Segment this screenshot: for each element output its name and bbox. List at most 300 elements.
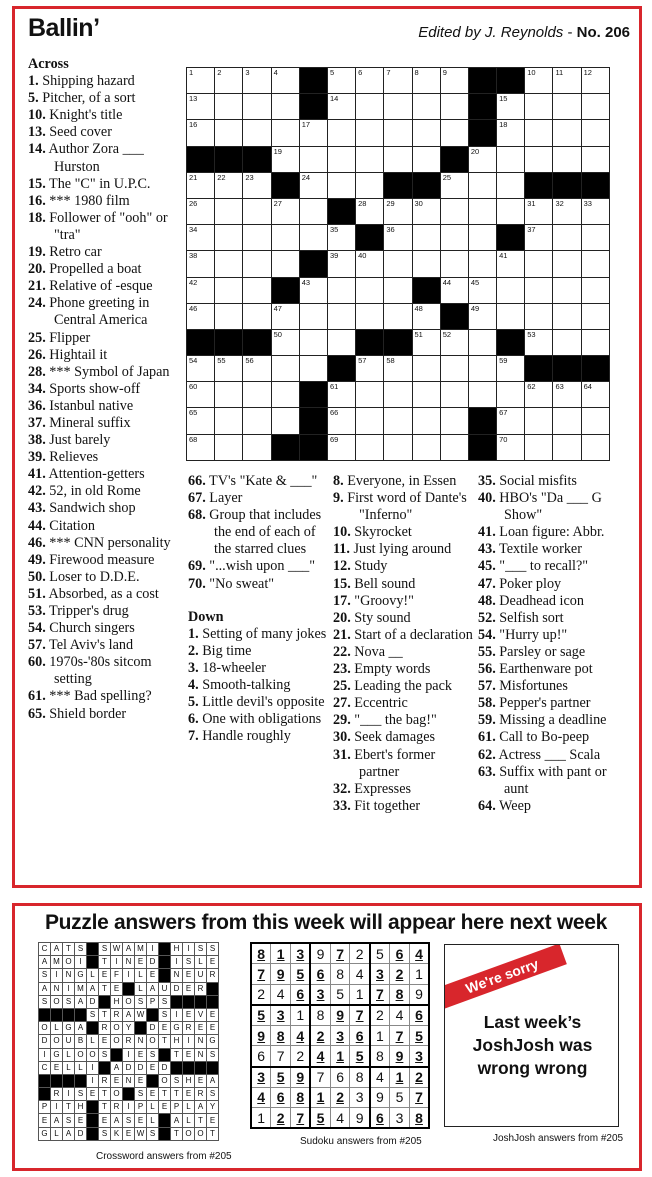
cell-number: 1 bbox=[189, 68, 194, 77]
clue-number: 42. bbox=[28, 483, 46, 500]
sudoku-cell: 6 bbox=[291, 984, 311, 1005]
answer-cell: H bbox=[75, 1101, 87, 1114]
grid-cell[interactable] bbox=[327, 120, 355, 146]
grid-cell[interactable] bbox=[440, 68, 468, 94]
grid-cell[interactable] bbox=[215, 94, 243, 120]
answer-cell: E bbox=[123, 1127, 135, 1140]
grid-cell[interactable] bbox=[384, 251, 412, 277]
grid-cell[interactable] bbox=[384, 434, 412, 460]
grid-cell[interactable] bbox=[553, 303, 581, 329]
clue-item bbox=[478, 524, 628, 541]
clue-item bbox=[28, 141, 178, 175]
grid-cell[interactable] bbox=[440, 251, 468, 277]
clue-item bbox=[478, 712, 628, 729]
clue-text: Layer bbox=[209, 490, 243, 507]
grid-cell[interactable] bbox=[384, 382, 412, 408]
cell-number: 39 bbox=[329, 251, 339, 261]
grid-cell[interactable] bbox=[215, 172, 243, 198]
grid-cell[interactable] bbox=[553, 146, 581, 172]
sudoku-cell: 5 bbox=[370, 943, 390, 964]
cell-number: 16 bbox=[189, 120, 198, 130]
grid-cell[interactable] bbox=[243, 120, 271, 146]
clue-text: Sty sound bbox=[354, 609, 411, 626]
grid-cell[interactable] bbox=[440, 434, 468, 460]
grid-cell[interactable] bbox=[440, 198, 468, 224]
answer-black-square bbox=[171, 1061, 183, 1074]
grid-cell[interactable] bbox=[412, 68, 440, 94]
grid-cell[interactable] bbox=[271, 408, 299, 434]
grid-cell[interactable] bbox=[553, 198, 581, 224]
grid-cell[interactable] bbox=[327, 94, 355, 120]
answer-black-square bbox=[123, 982, 135, 995]
grid-cell[interactable] bbox=[440, 356, 468, 382]
grid-cell[interactable] bbox=[497, 198, 525, 224]
sudoku-cell: 8 bbox=[390, 984, 410, 1005]
grid-cell[interactable] bbox=[468, 251, 496, 277]
grid-cell[interactable] bbox=[497, 434, 525, 460]
grid-cell[interactable] bbox=[215, 120, 243, 146]
grid-cell[interactable] bbox=[356, 146, 384, 172]
grid-cell[interactable] bbox=[468, 382, 496, 408]
clue-number: 26. bbox=[28, 346, 46, 363]
grid-cell[interactable] bbox=[215, 408, 243, 434]
answer-cell: E bbox=[99, 1035, 111, 1048]
grid-cell[interactable] bbox=[384, 146, 412, 172]
answer-cell: E bbox=[51, 1061, 63, 1074]
grid-cell[interactable] bbox=[187, 68, 215, 94]
answer-black-square bbox=[75, 1008, 87, 1021]
grid-cell[interactable] bbox=[525, 251, 553, 277]
grid-cell[interactable] bbox=[187, 251, 215, 277]
grid-cell[interactable] bbox=[243, 225, 271, 251]
answer-cell: H bbox=[171, 943, 183, 956]
answer-cell: E bbox=[135, 1048, 147, 1061]
grid-cell[interactable] bbox=[581, 146, 609, 172]
grid-cell[interactable] bbox=[468, 277, 496, 303]
grid-cell[interactable] bbox=[525, 146, 553, 172]
answer-cell: L bbox=[147, 1114, 159, 1127]
sudoku-cell: 5 bbox=[291, 964, 311, 985]
grid-cell[interactable] bbox=[299, 198, 327, 224]
grid-cell[interactable] bbox=[553, 277, 581, 303]
clue-number: 17. bbox=[333, 592, 351, 609]
answer-cell: E bbox=[195, 1074, 207, 1087]
grid-cell[interactable] bbox=[525, 198, 553, 224]
clue-item bbox=[28, 176, 178, 193]
answer-cell: S bbox=[63, 995, 75, 1008]
grid-cell[interactable] bbox=[243, 356, 271, 382]
answer-cell: L bbox=[135, 982, 147, 995]
joshjosh-answers-box bbox=[444, 944, 619, 1127]
grid-cell[interactable] bbox=[299, 277, 327, 303]
grid-cell[interactable] bbox=[497, 356, 525, 382]
sudoku-cell: 6 bbox=[251, 1046, 271, 1067]
clue-text: Empty words bbox=[354, 661, 431, 678]
answer-black-square bbox=[159, 956, 171, 969]
grid-cell[interactable] bbox=[384, 120, 412, 146]
grid-cell[interactable] bbox=[581, 94, 609, 120]
grid-cell[interactable] bbox=[299, 146, 327, 172]
answer-cell: F bbox=[111, 969, 123, 982]
grid-cell[interactable] bbox=[356, 382, 384, 408]
grid-cell[interactable] bbox=[553, 434, 581, 460]
grid-cell[interactable] bbox=[412, 94, 440, 120]
grid-cell[interactable] bbox=[440, 408, 468, 434]
grid-cell[interactable] bbox=[440, 225, 468, 251]
answer-cell: O bbox=[159, 1074, 171, 1087]
grid-cell[interactable] bbox=[215, 198, 243, 224]
grid-cell[interactable] bbox=[243, 198, 271, 224]
grid-cell[interactable] bbox=[412, 251, 440, 277]
grid-cell[interactable] bbox=[187, 356, 215, 382]
grid-cell[interactable] bbox=[412, 356, 440, 382]
clue-number: 41. bbox=[478, 524, 496, 541]
answer-cell: T bbox=[159, 1035, 171, 1048]
clue-item bbox=[333, 747, 475, 781]
grid-cell[interactable] bbox=[187, 303, 215, 329]
grid-cell[interactable] bbox=[271, 382, 299, 408]
grid-cell[interactable] bbox=[187, 225, 215, 251]
sudoku-cell: 5 bbox=[251, 1005, 271, 1026]
grid-cell[interactable] bbox=[356, 198, 384, 224]
grid-cell[interactable] bbox=[299, 329, 327, 355]
clue-text: Absorbed, as a cost bbox=[48, 585, 159, 602]
grid-cell[interactable] bbox=[243, 382, 271, 408]
answer-cell: U bbox=[195, 969, 207, 982]
grid-cell[interactable] bbox=[327, 408, 355, 434]
clue-number: 5. bbox=[188, 694, 199, 711]
grid-cell[interactable] bbox=[356, 277, 384, 303]
grid-cell[interactable] bbox=[553, 329, 581, 355]
grid-cell[interactable] bbox=[525, 303, 553, 329]
grid-cell[interactable] bbox=[581, 251, 609, 277]
grid-cell[interactable] bbox=[271, 303, 299, 329]
grid-cell[interactable] bbox=[384, 356, 412, 382]
answer-black-square bbox=[75, 1074, 87, 1087]
grid-cell[interactable] bbox=[299, 225, 327, 251]
cell-number: 19 bbox=[273, 146, 282, 156]
clue-item bbox=[333, 695, 475, 712]
answer-black-square bbox=[195, 1061, 207, 1074]
grid-cell[interactable] bbox=[468, 172, 496, 198]
grid-cell[interactable] bbox=[468, 329, 496, 355]
clue-text: 1970s-'80s sitcom setting bbox=[49, 654, 152, 688]
grid-cell[interactable] bbox=[356, 68, 384, 94]
grid-cell[interactable] bbox=[243, 408, 271, 434]
clue-item bbox=[28, 688, 178, 705]
cell-number: 62 bbox=[527, 382, 536, 392]
answer-cell: O bbox=[147, 1035, 159, 1048]
grid-cell[interactable] bbox=[497, 251, 525, 277]
cell-number: 14 bbox=[329, 94, 339, 104]
grid-cell[interactable] bbox=[215, 382, 243, 408]
sudoku-cell: 5 bbox=[330, 984, 350, 1005]
grid-cell[interactable] bbox=[440, 382, 468, 408]
cell-number: 46 bbox=[189, 303, 198, 313]
grid-cell[interactable] bbox=[497, 277, 525, 303]
grid-cell[interactable] bbox=[271, 146, 299, 172]
grid-cell[interactable] bbox=[412, 329, 440, 355]
byline-separator: - bbox=[563, 24, 577, 41]
cell-number: 30 bbox=[414, 198, 423, 208]
grid-cell[interactable] bbox=[384, 303, 412, 329]
grid-cell[interactable] bbox=[525, 408, 553, 434]
grid-cell[interactable] bbox=[553, 120, 581, 146]
grid-cell[interactable] bbox=[215, 356, 243, 382]
grid-cell[interactable] bbox=[215, 68, 243, 94]
grid-cell[interactable] bbox=[356, 172, 384, 198]
grid-cell[interactable] bbox=[356, 408, 384, 434]
grid-cell[interactable] bbox=[327, 172, 355, 198]
grid-cell[interactable] bbox=[581, 68, 609, 94]
grid-cell[interactable] bbox=[384, 198, 412, 224]
answer-cell: E bbox=[87, 1088, 99, 1101]
grid-cell[interactable] bbox=[440, 172, 468, 198]
answer-cell: M bbox=[75, 982, 87, 995]
clue-text: Start of a declaration bbox=[354, 626, 473, 643]
grid-cell[interactable] bbox=[497, 303, 525, 329]
grid-cell[interactable] bbox=[412, 225, 440, 251]
grid-cell[interactable] bbox=[327, 382, 355, 408]
grid-cell[interactable] bbox=[412, 198, 440, 224]
grid-cell[interactable] bbox=[497, 146, 525, 172]
clue-number: 43. bbox=[478, 541, 496, 558]
grid-cell[interactable] bbox=[412, 434, 440, 460]
answer-black-square bbox=[195, 995, 207, 1008]
clue-item bbox=[28, 73, 178, 90]
grid-cell[interactable] bbox=[356, 120, 384, 146]
grid-cell[interactable] bbox=[299, 120, 327, 146]
clue-number: 8. bbox=[333, 473, 344, 489]
cell-number: 26 bbox=[189, 198, 198, 208]
grid-cell[interactable] bbox=[327, 68, 355, 94]
clue-item bbox=[28, 261, 178, 278]
byline bbox=[418, 24, 630, 41]
grid-cell[interactable] bbox=[187, 198, 215, 224]
grid-cell[interactable] bbox=[327, 329, 355, 355]
black-square bbox=[356, 225, 384, 251]
answer-cell: L bbox=[51, 1127, 63, 1140]
grid-cell[interactable] bbox=[271, 94, 299, 120]
sudoku-cell: 7 bbox=[291, 1108, 311, 1129]
grid-cell[interactable] bbox=[299, 356, 327, 382]
clue-text: Firewood measure bbox=[49, 551, 155, 568]
answer-cell: D bbox=[87, 995, 99, 1008]
grid-cell[interactable] bbox=[356, 434, 384, 460]
grid-cell[interactable] bbox=[356, 94, 384, 120]
answer-black-square bbox=[87, 1022, 99, 1035]
grid-cell[interactable] bbox=[271, 68, 299, 94]
grid-cell[interactable] bbox=[581, 329, 609, 355]
grid-cell[interactable] bbox=[187, 408, 215, 434]
clue-item bbox=[28, 210, 178, 244]
grid-cell[interactable] bbox=[553, 94, 581, 120]
grid-cell[interactable] bbox=[299, 172, 327, 198]
grid-cell[interactable] bbox=[468, 225, 496, 251]
grid-cell[interactable] bbox=[243, 434, 271, 460]
answer-cell: I bbox=[183, 1035, 195, 1048]
grid-cell[interactable] bbox=[468, 356, 496, 382]
grid-cell[interactable] bbox=[215, 251, 243, 277]
grid-cell[interactable] bbox=[440, 329, 468, 355]
grid-cell[interactable] bbox=[299, 303, 327, 329]
grid-cell[interactable] bbox=[215, 225, 243, 251]
grid-cell[interactable] bbox=[271, 120, 299, 146]
down-heading: Down bbox=[188, 608, 224, 625]
cell-number: 58 bbox=[386, 356, 395, 366]
cell-number: 41 bbox=[499, 251, 508, 261]
grid-cell[interactable] bbox=[215, 277, 243, 303]
grid-cell[interactable] bbox=[440, 120, 468, 146]
grid-cell[interactable] bbox=[384, 94, 412, 120]
grid-cell[interactable] bbox=[525, 225, 553, 251]
sudoku-cell: 7 bbox=[310, 1067, 330, 1088]
grid-cell[interactable] bbox=[327, 303, 355, 329]
answer-cell: E bbox=[147, 1061, 159, 1074]
grid-cell[interactable] bbox=[271, 198, 299, 224]
grid-cell[interactable] bbox=[271, 225, 299, 251]
grid-cell[interactable] bbox=[327, 277, 355, 303]
grid-cell[interactable] bbox=[243, 277, 271, 303]
clue-item bbox=[333, 490, 475, 524]
answer-cell: L bbox=[183, 1101, 195, 1114]
answer-cell: E bbox=[159, 1101, 171, 1114]
grid-cell[interactable] bbox=[187, 120, 215, 146]
grid-cell[interactable] bbox=[187, 434, 215, 460]
clue-item bbox=[28, 466, 178, 483]
grid-cell[interactable] bbox=[187, 94, 215, 120]
grid-cell[interactable] bbox=[412, 146, 440, 172]
grid-cell[interactable] bbox=[412, 382, 440, 408]
sudoku-cell: 6 bbox=[370, 1108, 390, 1129]
grid-cell[interactable] bbox=[440, 277, 468, 303]
clue-item bbox=[333, 627, 475, 644]
grid-cell[interactable] bbox=[525, 277, 553, 303]
grid-cell[interactable] bbox=[581, 408, 609, 434]
grid-cell[interactable] bbox=[525, 329, 553, 355]
clue-item bbox=[333, 541, 475, 558]
grid-cell[interactable] bbox=[553, 382, 581, 408]
grid-cell[interactable] bbox=[412, 408, 440, 434]
grid-cell[interactable] bbox=[468, 303, 496, 329]
answer-cell: N bbox=[195, 1035, 207, 1048]
grid-cell[interactable] bbox=[243, 172, 271, 198]
grid-cell[interactable] bbox=[497, 172, 525, 198]
grid-cell[interactable] bbox=[581, 303, 609, 329]
grid-cell[interactable] bbox=[581, 120, 609, 146]
grid-cell[interactable] bbox=[581, 198, 609, 224]
clue-number: 52. bbox=[478, 609, 496, 626]
grid-cell[interactable] bbox=[581, 434, 609, 460]
grid-cell[interactable] bbox=[384, 68, 412, 94]
grid-cell[interactable] bbox=[215, 303, 243, 329]
clue-item bbox=[28, 620, 178, 637]
grid-cell[interactable] bbox=[187, 172, 215, 198]
answer-black-square bbox=[147, 1008, 159, 1021]
grid-cell[interactable] bbox=[525, 434, 553, 460]
grid-cell[interactable] bbox=[581, 382, 609, 408]
grid-cell[interactable] bbox=[187, 382, 215, 408]
crossword-answers-grid bbox=[38, 942, 219, 1141]
clue-number: 38. bbox=[28, 432, 46, 449]
clue-item bbox=[28, 364, 178, 381]
grid-cell[interactable] bbox=[412, 120, 440, 146]
grid-cell[interactable] bbox=[468, 198, 496, 224]
cell-number: 45 bbox=[470, 277, 480, 287]
clue-text: Church singers bbox=[49, 620, 135, 637]
grid-cell[interactable] bbox=[356, 251, 384, 277]
grid-cell[interactable] bbox=[497, 408, 525, 434]
grid-cell[interactable] bbox=[525, 94, 553, 120]
grid-cell[interactable] bbox=[468, 146, 496, 172]
grid-cell[interactable] bbox=[525, 68, 553, 94]
answer-cell: C bbox=[39, 943, 51, 956]
grid-cell[interactable] bbox=[271, 251, 299, 277]
clue-text: Handle roughly bbox=[202, 728, 291, 745]
sudoku-cell: 2 bbox=[370, 1005, 390, 1026]
grid-cell[interactable] bbox=[243, 68, 271, 94]
cell-number: 59 bbox=[499, 356, 508, 366]
clue-number: 67. bbox=[188, 490, 206, 507]
grid-cell[interactable] bbox=[553, 225, 581, 251]
clue-text: Social misfits bbox=[499, 473, 577, 489]
grid-cell[interactable] bbox=[327, 434, 355, 460]
grid-cell[interactable] bbox=[497, 120, 525, 146]
grid-cell[interactable] bbox=[581, 277, 609, 303]
answer-cell: A bbox=[63, 1127, 75, 1140]
grid-cell[interactable] bbox=[327, 251, 355, 277]
grid-cell[interactable] bbox=[384, 408, 412, 434]
cell-number: 60 bbox=[189, 382, 198, 392]
grid-cell[interactable] bbox=[581, 225, 609, 251]
clue-number: 22. bbox=[333, 643, 351, 660]
grid-cell[interactable] bbox=[525, 382, 553, 408]
grid-cell[interactable] bbox=[525, 120, 553, 146]
grid-cell[interactable] bbox=[243, 94, 271, 120]
across-clues-continued bbox=[188, 473, 330, 745]
grid-cell[interactable] bbox=[187, 277, 215, 303]
answer-cell: E bbox=[75, 1114, 87, 1127]
clue-number: 58. bbox=[478, 695, 496, 712]
grid-cell[interactable] bbox=[356, 356, 384, 382]
grid-cell[interactable] bbox=[497, 94, 525, 120]
grid-cell[interactable] bbox=[271, 356, 299, 382]
grid-cell[interactable] bbox=[440, 94, 468, 120]
grid-cell[interactable] bbox=[356, 303, 384, 329]
black-square bbox=[497, 225, 525, 251]
grid-cell[interactable] bbox=[553, 68, 581, 94]
grid-cell[interactable] bbox=[553, 251, 581, 277]
grid-cell[interactable] bbox=[243, 303, 271, 329]
grid-cell[interactable] bbox=[384, 277, 412, 303]
grid-cell[interactable] bbox=[271, 329, 299, 355]
answer-cell: A bbox=[75, 1022, 87, 1035]
grid-cell[interactable] bbox=[384, 225, 412, 251]
grid-cell[interactable] bbox=[215, 434, 243, 460]
answer-cell: N bbox=[63, 969, 75, 982]
grid-cell[interactable] bbox=[327, 146, 355, 172]
grid-cell[interactable] bbox=[327, 225, 355, 251]
answer-cell: W bbox=[111, 943, 123, 956]
clue-number: 40. bbox=[478, 490, 496, 507]
clue-text: Group that includes the end of each of the starred clues bbox=[209, 507, 322, 558]
clue-item bbox=[188, 576, 330, 593]
grid-cell[interactable] bbox=[497, 382, 525, 408]
grid-cell[interactable] bbox=[243, 251, 271, 277]
grid-cell[interactable] bbox=[553, 408, 581, 434]
answer-cell: S bbox=[171, 1074, 183, 1087]
grid-cell[interactable] bbox=[412, 303, 440, 329]
